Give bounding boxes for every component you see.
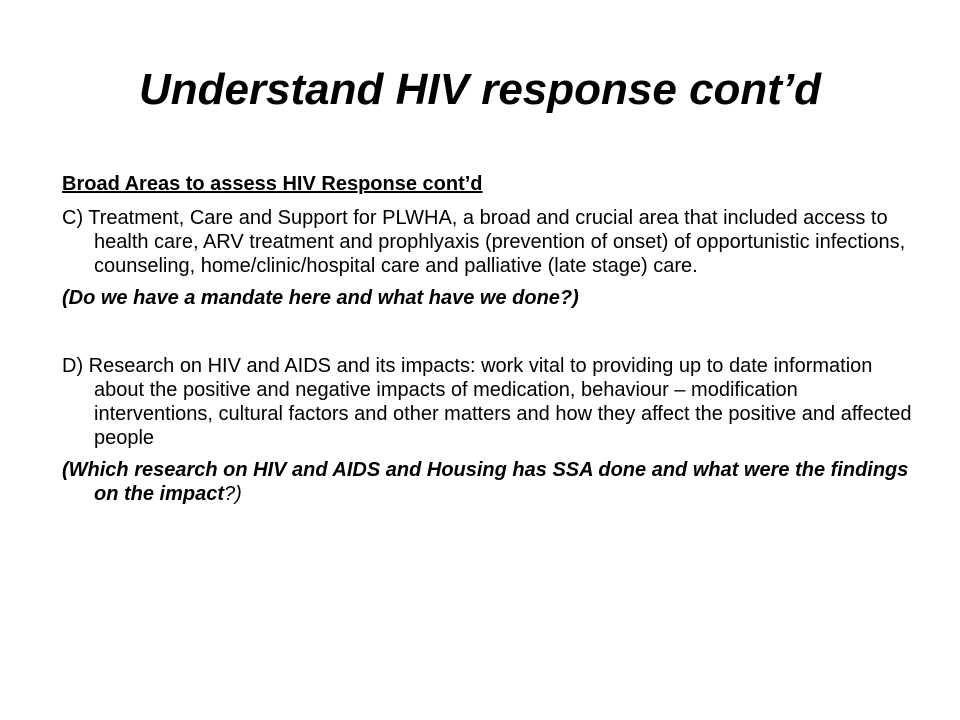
note-d-tail: ?): [224, 483, 242, 505]
note-d: [62, 458, 912, 506]
note-d-main: (Which research on HIV and AIDS and Housing has SSA done and what were the findings on the impact: [62, 459, 909, 505]
slide-title: Understand HIV response cont’d: [138, 65, 822, 114]
item-d-text: D) Research on HIV and AIDS and its impacts: work vital to providing up to date information about the positive and negative impacts of medication, behaviour – modification interventions, cultural factors and other matters and how they affect the positive and affected people: [62, 355, 912, 449]
slide-body: [62, 172, 912, 506]
section-subheading: Broad Areas to assess HIV Response cont’d: [62, 173, 483, 195]
item-c-text: C) Treatment, Care and Support for PLWHA, a broad and crucial area that included access to health care, ARV treatment and prophlyaxis (prevention of onset) of opportunistic infections, counseling, home/clinic/hospital care and palliative (late stage) care.: [62, 207, 906, 277]
note-c: (Do we have a mandate here and what have we done?): [62, 287, 579, 309]
